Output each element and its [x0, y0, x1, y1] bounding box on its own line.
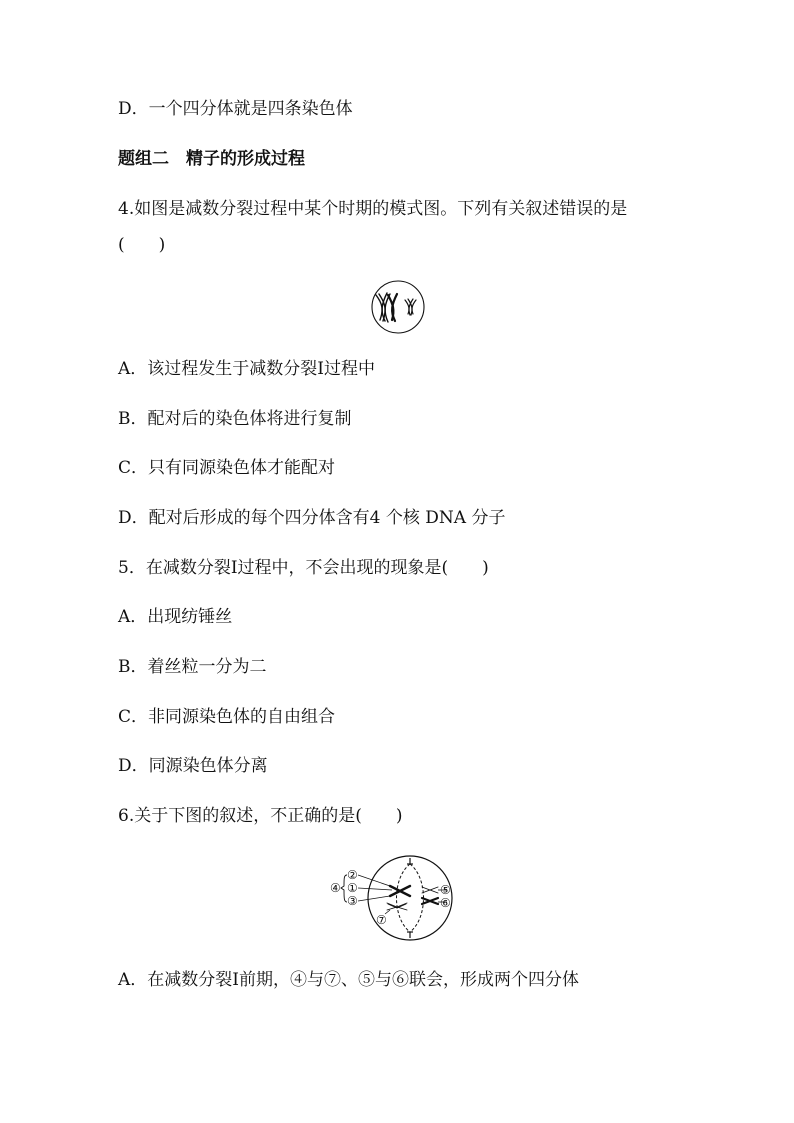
spindle-left [397, 864, 411, 932]
question-5-option-d: D．同源染色体分离 [118, 756, 268, 776]
question-4-stem: 4.如图是减数分裂过程中某个时期的模式图。下列有关叙述错误的是 [118, 199, 628, 219]
left-chromosome-dark [390, 886, 410, 896]
question-6-stem: 6.关于下图的叙述，不正确的是( ) [118, 806, 403, 826]
label-7: ⑦ [376, 913, 387, 927]
question-5-option-a: A．出现纺锤丝 [118, 607, 233, 627]
label-3: ③ [347, 894, 358, 908]
label-4: ④ [330, 881, 341, 895]
question-4-option-d: D．配对后形成的每个四分体含有4 个核 DNA 分子 [118, 508, 506, 528]
dark-homolog-pair [388, 294, 397, 321]
question-5-option-c: C．非同源染色体的自由组合 [118, 707, 336, 727]
cell-membrane [372, 281, 424, 333]
label-5: ⑤ [440, 883, 451, 897]
right-chromosome-light [422, 887, 438, 893]
label-2: ② [347, 868, 358, 882]
question-4-option-c: C．只有同源染色体才能配对 [118, 458, 336, 478]
question-4-option-b: B．配对后的染色体将进行复制 [118, 409, 352, 429]
small-homolog-pair [405, 299, 416, 315]
question-5-option-b: B．着丝粒一分为二 [118, 657, 267, 677]
q3-option-d: D．一个四分体就是四条染色体 [118, 99, 353, 119]
question-5-stem: 5．在减数分裂Ⅰ过程中，不会出现的现象是( ) [118, 558, 489, 578]
section-heading-group2: 题组二 精子的形成过程 [118, 149, 305, 169]
figure-tetrad-cell [368, 279, 428, 335]
question-4-option-a: A．该过程发生于减数分裂Ⅰ过程中 [118, 359, 375, 379]
large-homolog-pair [376, 293, 390, 322]
question-4-answer-paren: ( ) [118, 235, 166, 255]
question-6-option-a: A．在减数分裂Ⅰ前期，④与⑦、⑤与⑥联会，形成两个四分体 [118, 970, 579, 990]
right-chromosome-dark [422, 898, 438, 904]
label-6: ⑥ [440, 896, 451, 910]
label-1: ① [347, 881, 358, 895]
pointer-1 [358, 888, 392, 890]
figure-labeled-spindle-cell [330, 852, 466, 944]
pointer-3 [358, 896, 390, 901]
